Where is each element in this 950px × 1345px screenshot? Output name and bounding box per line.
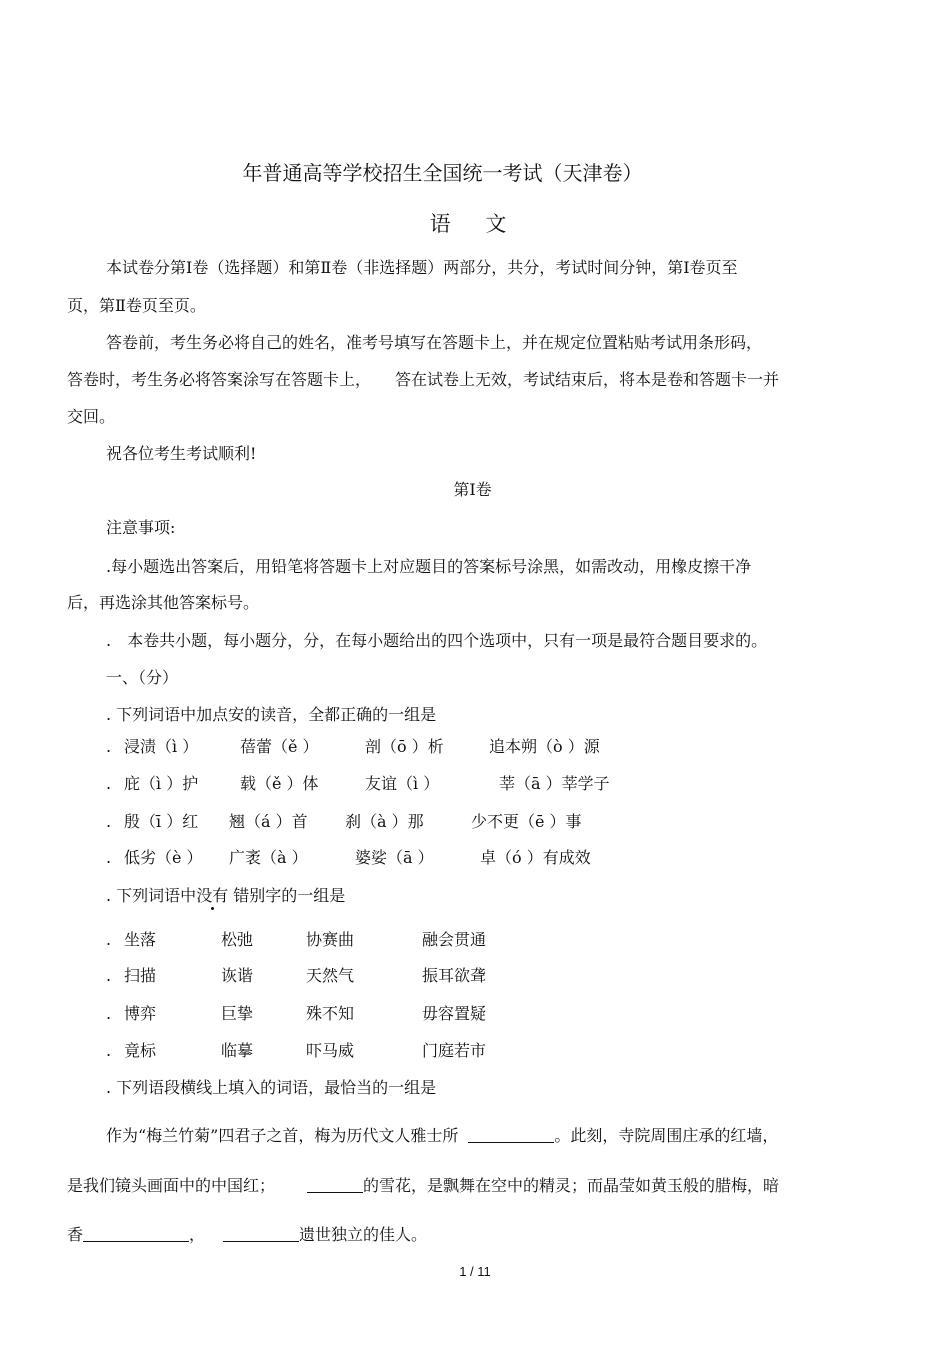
intro-paragraph-1-line-1: 本试卷分第Ⅰ卷（选择题）和第Ⅱ卷（非选择题）两部分，共分，考试时间分钟，第Ⅰ卷页至 xyxy=(106,258,738,277)
option-word: 毋容置疑 xyxy=(422,1004,487,1023)
fill-in-blank xyxy=(307,1176,363,1193)
notice-1-line-1: .每小题选出答案后，用铅笔将答题卡上对应题目的答案标号涂黑，如需改动，用橡皮擦干净 xyxy=(106,557,752,576)
question-3-stem: . 下列语段横线上填入的词语，最恰当的一组是 xyxy=(106,1078,437,1097)
option-word: 卓（ó ）有成效 xyxy=(480,848,591,867)
option-word: 剖（ō ）析 xyxy=(365,737,444,756)
subject-title: 语 文 xyxy=(429,212,521,236)
option-word: 庇（ì ）护 xyxy=(124,774,199,793)
question-1-stem: . 下列词语中加点安的读音，全都正确的一组是 xyxy=(106,705,437,724)
question-3-passage-line-3: 香 ， 遗世独立的佳人。 xyxy=(67,1225,428,1244)
section-heading: 第Ⅰ卷 xyxy=(453,480,492,499)
option-word: 婆娑（ā ） xyxy=(355,848,434,867)
option-word: 扫描 xyxy=(124,966,157,985)
intro-paragraph-2-line-1: 答卷前，考生务必将自己的姓名，准考号填写在答题卡上，并在规定位置粘贴考试用条形码， xyxy=(106,333,763,352)
option-word: 殷（ī ）红 xyxy=(124,812,199,831)
option-word: 巨挚 xyxy=(221,1004,254,1023)
notice-2: . 本卷共小题，每小题分，分，在每小题给出的四个选项中，只有一项是最符合题目要求的。 xyxy=(106,631,768,650)
part-one-heading: 一、（分） xyxy=(106,668,179,687)
question-2-stem: . 下列词语中没有 错别字的一组是 xyxy=(106,886,346,905)
question-3-passage-line-1: 作为“梅兰竹菊”四君子之首，梅为历代文人雅士所 。此刻，寺院周围庄承的红墙， xyxy=(106,1126,779,1145)
option-word: 莘（ā ）莘学子 xyxy=(499,774,610,793)
option-word: 临摹 xyxy=(221,1041,254,1060)
fill-in-blank xyxy=(468,1126,554,1143)
wish-line: 祝各位考生考试顺利! xyxy=(106,444,257,463)
intro-paragraph-1-line-2: 页，第Ⅱ卷页至页。 xyxy=(67,296,206,315)
option-word: 博弈 xyxy=(124,1004,157,1023)
intro-paragraph-2-line-2: 答卷时，考生务必将答案涂写在答题卡上， 答在试卷上无效，考试结束后，将本是卷和答题卡一并 xyxy=(67,370,780,389)
option-word: 友谊（ì ） xyxy=(365,774,440,793)
option-word: 追本朔（ò ）源 xyxy=(489,737,600,756)
option-word: 少不更（ē ）事 xyxy=(471,812,582,831)
option-word: 坐落 xyxy=(124,930,157,949)
option-word: 门庭若市 xyxy=(422,1041,487,1060)
option-word: 竟标 xyxy=(124,1041,157,1060)
option-word: 翘（á ）首 xyxy=(229,812,308,831)
notice-title: 注意事项: xyxy=(106,518,176,537)
option-word: 广袤（à ） xyxy=(229,848,308,867)
option-word: 协赛曲 xyxy=(306,930,355,949)
option-word: 振耳欲聋 xyxy=(422,966,487,985)
option-word: 天然气 xyxy=(306,966,355,985)
option-word: 融会贯通 xyxy=(422,930,487,949)
notice-1-line-2: 后，再选涂其他答案标号。 xyxy=(67,593,260,612)
option-word: 吓马威 xyxy=(306,1041,355,1060)
exam-title: 年普通高等学校招生全国统一考试（天津卷） xyxy=(242,161,643,185)
option-word: 刹（à ）那 xyxy=(345,812,424,831)
option-word: 殊不知 xyxy=(306,1004,355,1023)
option-word: 蓓蕾（ě ） xyxy=(240,737,319,756)
fill-in-blank xyxy=(83,1225,189,1242)
document-page: 年普通高等学校招生全国统一考试（天津卷） 语 文 本试卷分第Ⅰ卷（选择题）和第Ⅱ卷（非选择题）两部分，共分，考试时间分钟，第Ⅰ卷页至 页，第Ⅱ卷页至页。 答卷前，考生务必将自己的姓名，准考号填写在答题卡上，并在规定位置粘贴考试用条形码， 答卷时，考生务必将答案涂写在答题卡上， 答在试卷上无效，考试结束后，将本是卷和答题卡一并 交回。 祝各位考生考试顺利! 第Ⅰ卷 注意事项: .每小题选出答案后，用铅笔将答题卡上对应题目的答案标号涂黑，如需改动，用橡皮擦干净 后，再选涂其他答案标号。 . 本卷共小题，每小题分，分，在每小题给出的四个选项中，只有一项是最符合题目要求的。 一、（分） . 下列词语中加点安的读音，全都正确的一组是 . 浸渍（ì ） 蓓蕾（ě ） 剖（ō ）析 追本朔（ò ）源 . 庇（ì ）护 载（ě ）体 友谊（ì ） 莘（ā ）莘学子 . 殷（ī ）红 翘（á ）首 刹（à ）那 少不更（ē ）事 . 低劣（è ） 广袤（à ） 婆娑（ā ） 卓（ó ）有成效 . 下列词语中没有 错别字的一组是 . 坐落 松弛 协赛曲 融会贯通 . 扫描 诙谐 天然气 振耳欲聋 . 博弈 巨挚 殊不知 毋容置疑 . 竟标 临摹 吓马威 门庭若市 . 下列语段横线上填入的词语，最恰当的一组是 作为“梅兰竹菊”四君子之首，梅为历代文人雅士所 。此刻，寺院周围庄承的红墙， 是我们镜头画面中的中国红； 的雪花，是飘舞在空中的精灵；而晶莹如黄玉般的腊梅，暗 香 ， 遗世独立的佳人。 1 / 11 xyxy=(0,0,950,1345)
option-word: 载（ě ）体 xyxy=(240,774,319,793)
fill-in-blank xyxy=(223,1225,299,1242)
option-word: 低劣（è ） xyxy=(124,848,203,867)
page-number: 1 / 11 xyxy=(459,1264,491,1279)
option-word: 诙谐 xyxy=(221,966,254,985)
option-word: 浸渍（ì ） xyxy=(124,737,199,756)
intro-paragraph-2-line-3: 交回。 xyxy=(67,407,116,426)
emphasis-dotted-text: 没有 xyxy=(196,886,229,905)
option-word: 松弛 xyxy=(221,930,254,949)
question-3-passage-line-2: 是我们镜头画面中的中国红； 的雪花，是飘舞在空中的精灵；而晶莹如黄玉般的腊梅，暗 xyxy=(67,1176,780,1195)
